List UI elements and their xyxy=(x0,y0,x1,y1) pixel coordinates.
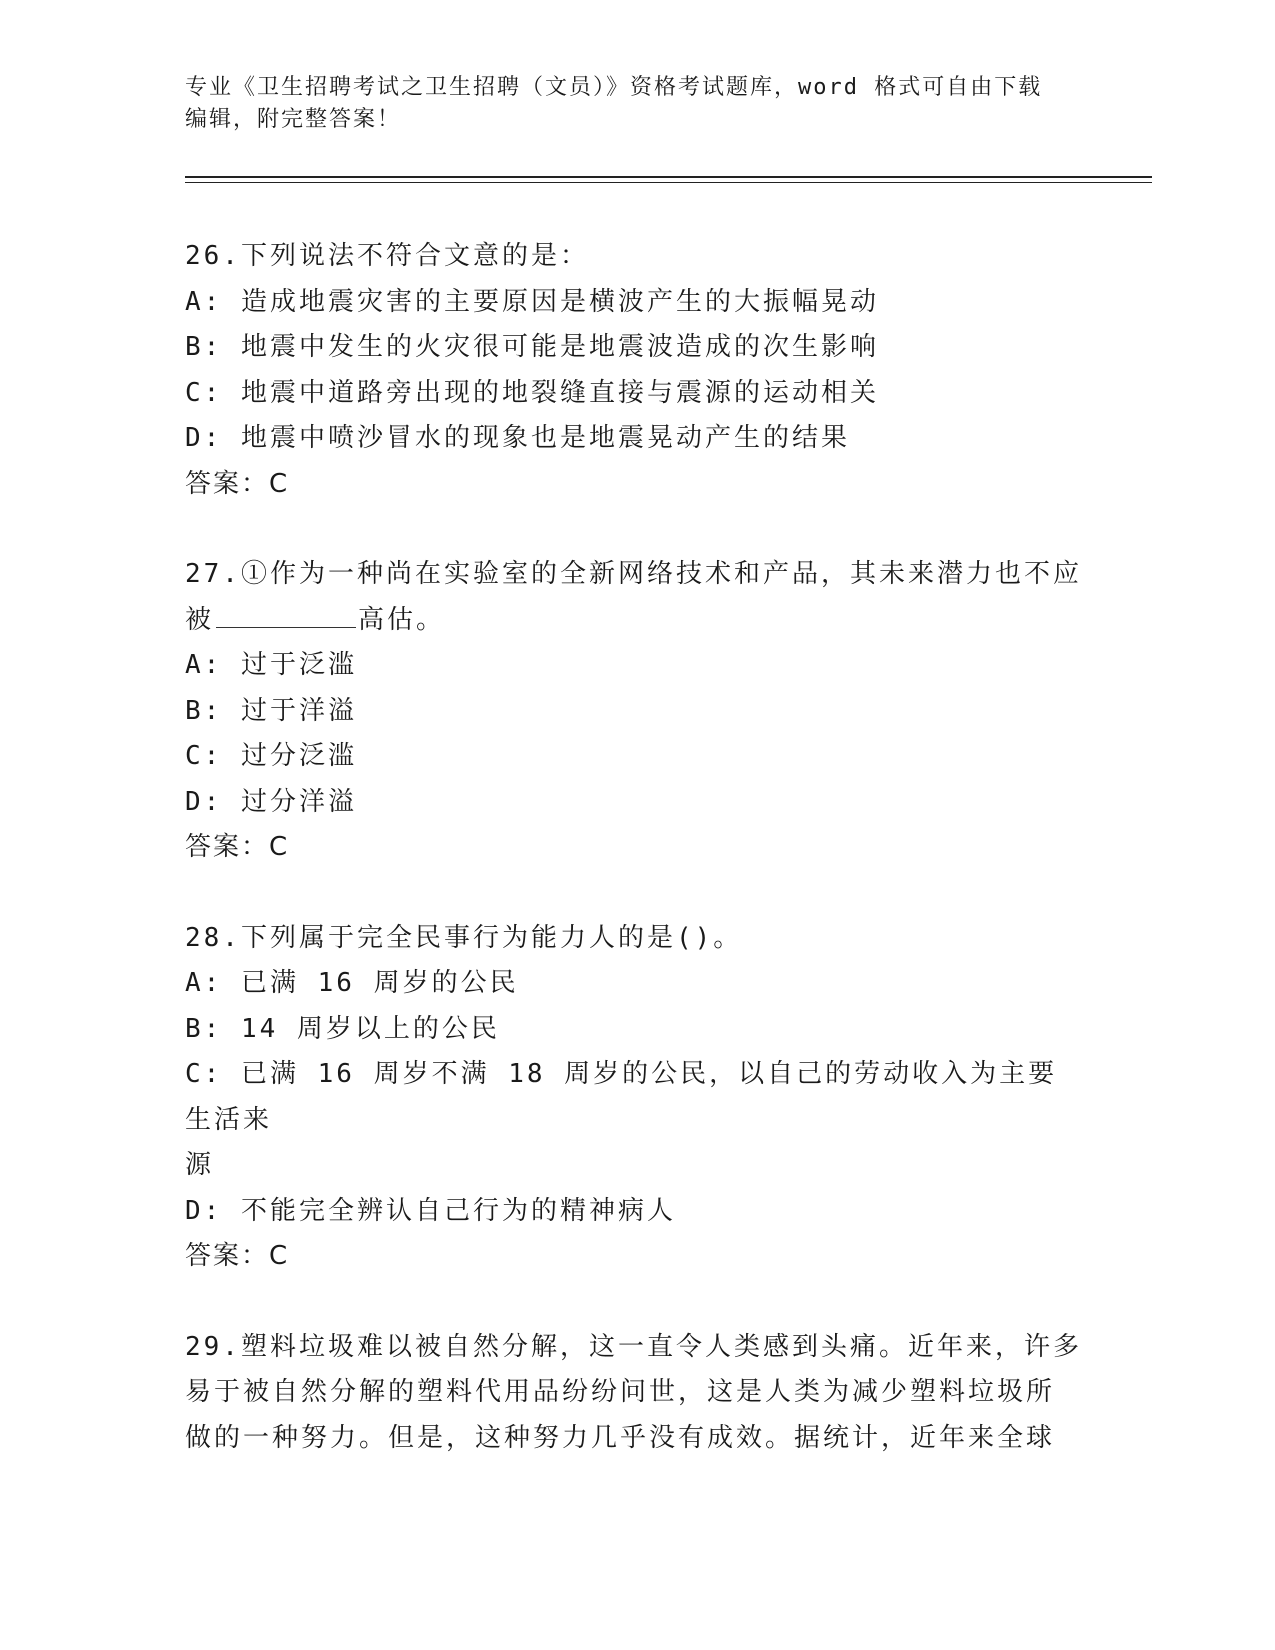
question-stem-line-2 xyxy=(185,598,1085,644)
question-26 xyxy=(185,234,1085,507)
question-stem: 26.下列说法不符合文意的是： xyxy=(185,241,589,271)
question-stem-line-3: 做的一种努力。但是，这种努力几乎没有成效。据统计，近年来全球 xyxy=(185,1422,1056,1453)
option-c: C: 过分泛滥 xyxy=(185,741,357,771)
option-c: C: 地震中道路旁出现的地裂缝直接与震源的运动相关 xyxy=(185,377,879,408)
option-b: B: 14 周岁以上的公民 xyxy=(185,1013,500,1044)
option-d: D: 不能完全辨认自己行为的精神病人 xyxy=(185,1195,676,1226)
fill-blank xyxy=(216,603,356,628)
stem-prefix: 被 xyxy=(185,604,215,635)
option-c-line-2: 源 xyxy=(185,1150,215,1180)
option-a: A: 造成地震灾害的主要原因是横波产生的大振幅晃动 xyxy=(185,286,879,317)
stem-suffix: 高估。 xyxy=(358,604,446,635)
header-line-1: 专业《卫生招聘考试之卫生招聘（文员）》资格考试题库，word 格式可自由下载 xyxy=(185,75,1043,100)
question-27 xyxy=(185,552,1085,871)
option-b: B: 过于洋溢 xyxy=(185,695,357,726)
document-header xyxy=(185,72,1065,136)
option-c-line-1: C: 已满 16 周岁不满 18 周岁的公民，以自己的劳动收入为主要生活来 xyxy=(185,1059,1058,1135)
question-stem-line-2: 易于被自然分解的塑料代用品纷纷问世，这是人类为减少塑料垃圾所 xyxy=(185,1377,1056,1407)
question-28 xyxy=(185,916,1085,1280)
question-list xyxy=(185,234,1085,1506)
option-a: A: 已满 16 周岁的公民 xyxy=(185,968,519,998)
option-b: B: 地震中发生的火灾很可能是地震波造成的次生影响 xyxy=(185,332,879,362)
header-rule-thin xyxy=(185,182,1152,183)
option-d: D: 过分洋溢 xyxy=(185,786,357,817)
question-stem: 28.下列属于完全民事行为能力人的是()。 xyxy=(185,922,743,953)
answer: 答案：C xyxy=(185,832,290,862)
question-stem-line-1: 27.①作为一种尚在实验室的全新网络技术和产品，其未来潜力也不应 xyxy=(185,559,1082,589)
header-rule-thick xyxy=(185,176,1152,178)
option-d: D: 地震中喷沙冒水的现象也是地震晃动产生的结果 xyxy=(185,423,850,453)
question-29 xyxy=(185,1325,1085,1462)
answer: 答案：C xyxy=(185,468,290,499)
answer: 答案：C xyxy=(185,1241,290,1271)
question-stem-line-1: 29.塑料垃圾难以被自然分解，这一直令人类感到头痛。近年来，许多 xyxy=(185,1331,1082,1362)
header-line-2: 编辑，附完整答案！ xyxy=(185,107,402,132)
option-a: A: 过于泛滥 xyxy=(185,650,357,680)
